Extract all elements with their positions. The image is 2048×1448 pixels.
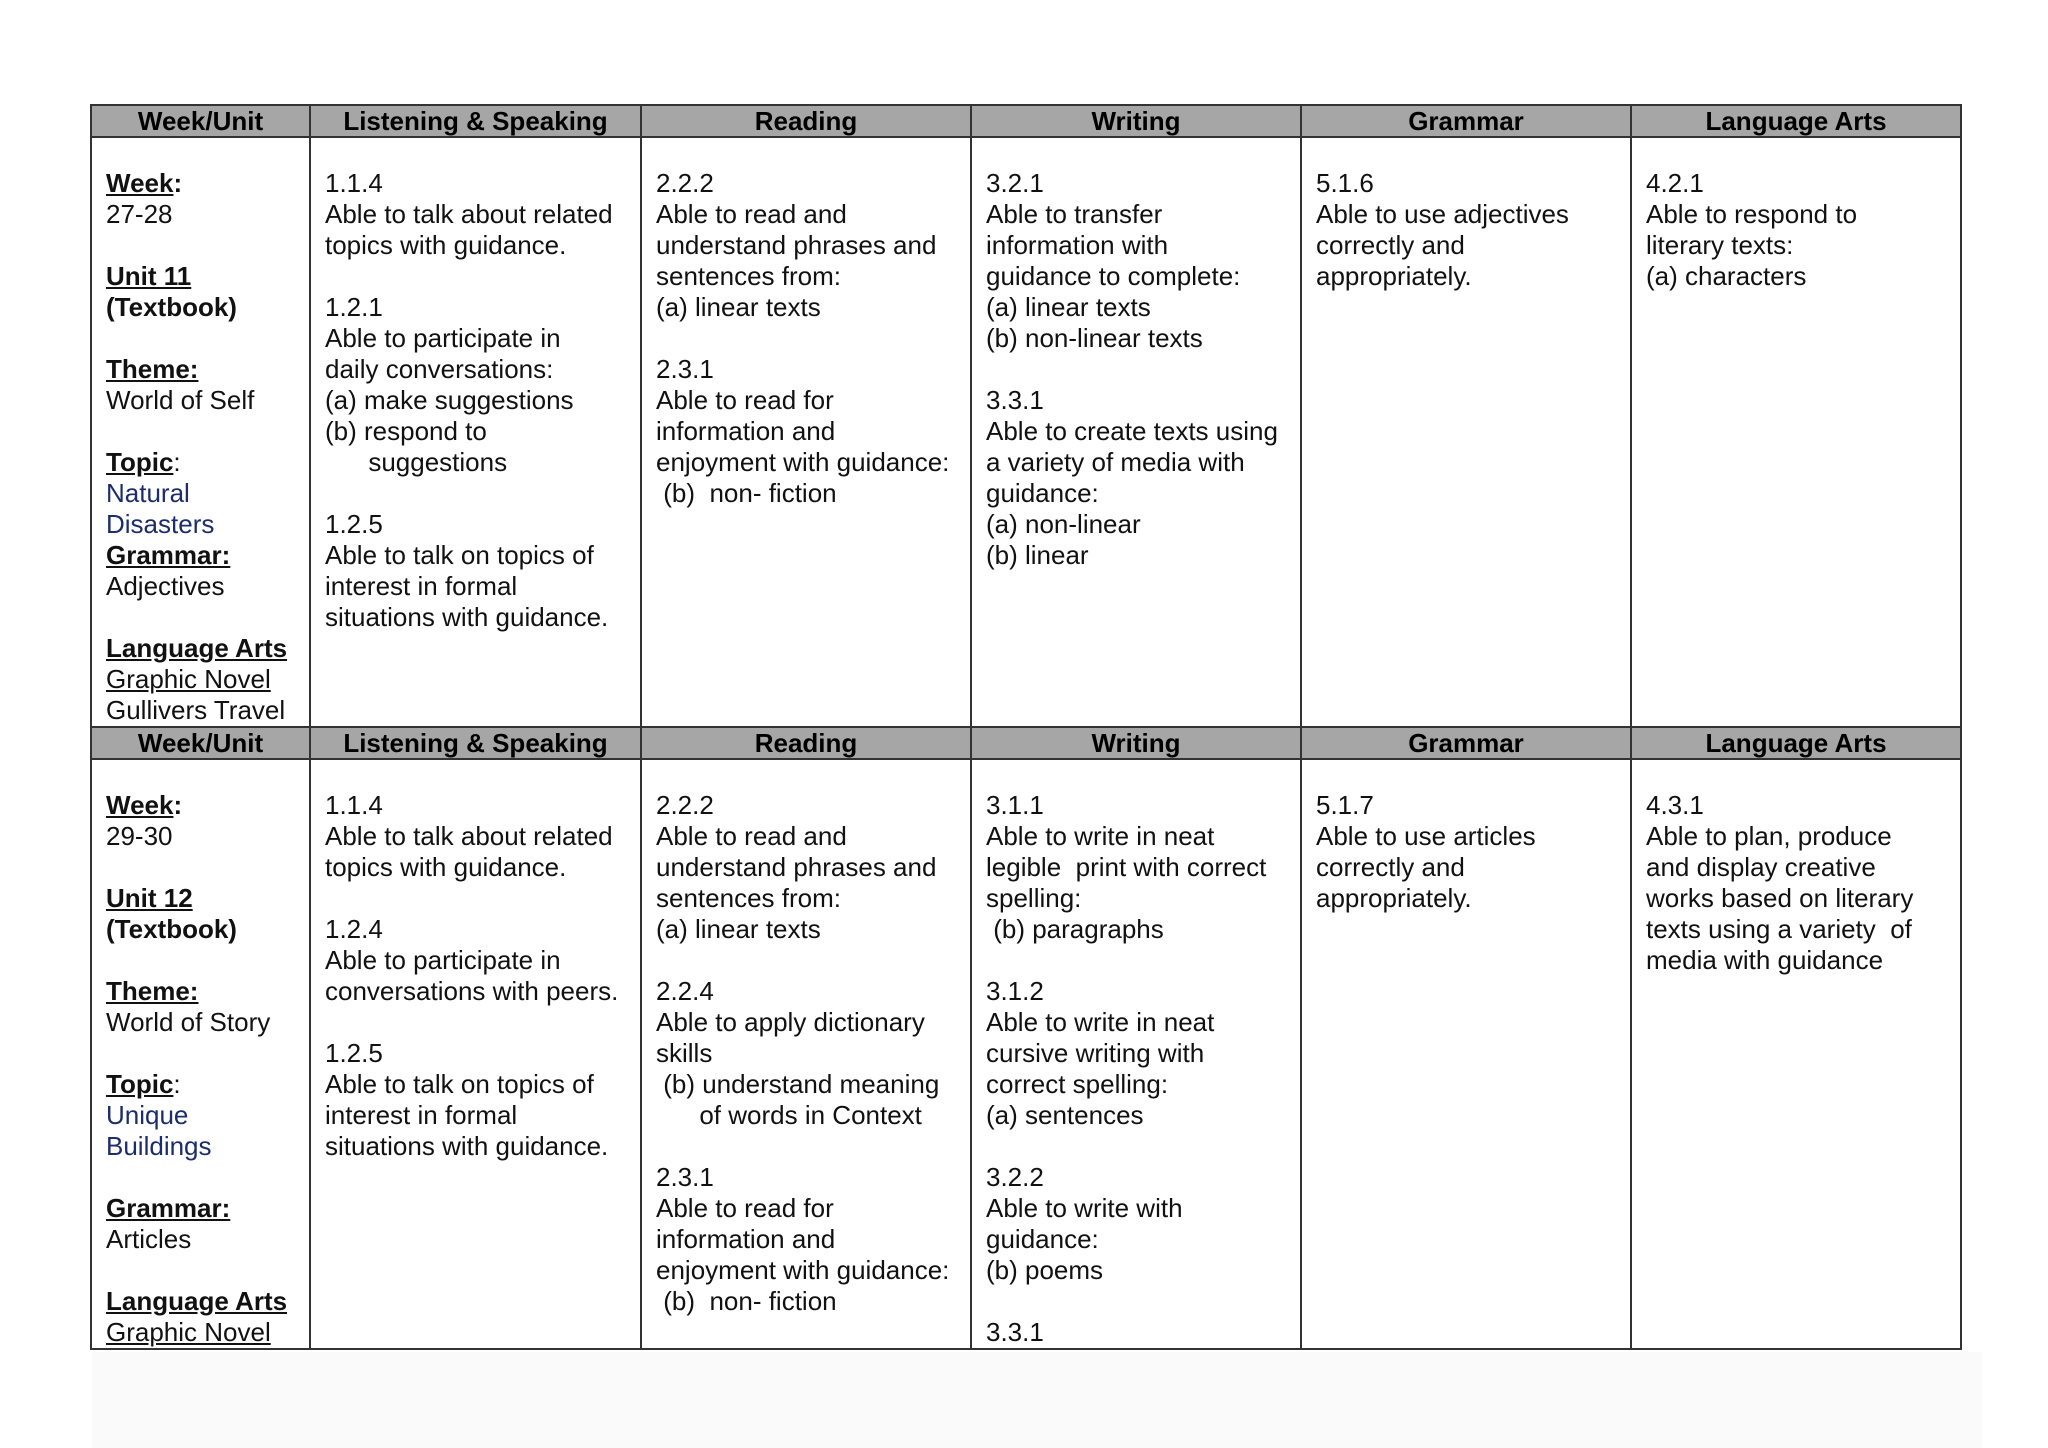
cell-line: Able to write in neat: [986, 1007, 1215, 1037]
cell-line: spelling:: [986, 883, 1082, 913]
unit-11-listening-cell: [310, 137, 641, 727]
header-week-unit: Week/Unit: [91, 727, 310, 759]
cell-line: 1.2.5: [325, 509, 383, 539]
cell-line: 4.3.1: [1646, 790, 1704, 820]
week-label: Week: [106, 790, 174, 820]
week-label: Week: [106, 168, 174, 198]
theme-value: World of Story: [106, 1007, 271, 1037]
cell-line: a variety of media with: [986, 447, 1245, 477]
cell-line: texts using a variety of: [1646, 914, 1912, 944]
grammar-label: Grammar:: [106, 540, 231, 570]
cell-line: interest in formal: [325, 571, 518, 601]
cell-line: correct spelling:: [986, 1069, 1169, 1099]
cell-line: correctly and: [1316, 230, 1465, 260]
cell-line: (b) non- fiction: [656, 478, 837, 508]
unit-11-week-unit-cell: Week: 27-28 Unit 11 (Textbook) Theme: World of Self Topic: Natural Disasters Grammar: Adjectives Language Arts Graphic Novel Gullivers Travel: [91, 137, 310, 727]
cell-line: topics with guidance.: [325, 230, 567, 260]
cell-line: (b) understand meaning: [656, 1069, 940, 1099]
cell-line: information and: [656, 416, 836, 446]
cell-line: guidance to complete:: [986, 261, 1241, 291]
week-value: 27-28: [106, 199, 173, 229]
cell-line: (a) make suggestions: [325, 385, 574, 415]
cell-line: topics with guidance.: [325, 852, 567, 882]
header-language-arts: Language Arts: [1631, 105, 1961, 137]
cell-line: guidance:: [986, 478, 1099, 508]
cell-line: legible print with correct: [986, 852, 1267, 882]
header-grammar: Grammar: [1301, 727, 1631, 759]
cell-line: 3.3.1: [986, 1317, 1044, 1347]
header-writing: Writing: [971, 105, 1301, 137]
unit-12-language-arts-cell: [1631, 759, 1961, 1349]
unit-12-row: [91, 759, 1961, 1349]
cell-line: Able to read for: [656, 385, 834, 415]
cell-line: correctly and: [1316, 852, 1465, 882]
header-writing: Writing: [971, 727, 1301, 759]
header-reading: Reading: [641, 727, 971, 759]
theme-label: Theme:: [106, 354, 199, 384]
language-arts-value-1: Graphic Novel: [106, 664, 271, 694]
cell-line: information with: [986, 230, 1169, 260]
cell-line: enjoyment with guidance:: [656, 447, 950, 477]
cell-line: 2.2.4: [656, 976, 714, 1006]
topic-value-line-1: Natural: [106, 478, 190, 508]
cell-line: 1.2.4: [325, 914, 383, 944]
page-bottom-shade: [92, 1352, 1982, 1448]
unit-12-writing-cell: [971, 759, 1301, 1349]
topic-value-line-2: Buildings: [106, 1131, 212, 1161]
cell-line: daily conversations:: [325, 354, 554, 384]
unit-sub: (Textbook): [106, 292, 237, 322]
cell-line: (a) characters: [1646, 261, 1807, 291]
cell-line: conversations with peers.: [325, 976, 619, 1006]
cell-line: 3.1.2: [986, 976, 1044, 1006]
cell-line: interest in formal: [325, 1100, 518, 1130]
cell-line: (b) non-linear texts: [986, 323, 1203, 353]
unit-11-writing-cell: [971, 137, 1301, 727]
unit-12-grammar-cell: [1301, 759, 1631, 1349]
cell-line: guidance:: [986, 1224, 1099, 1254]
cell-line: Able to talk about related: [325, 821, 613, 851]
lesson-plan-table: [90, 104, 1962, 1350]
unit-12-listening-cell: [310, 759, 641, 1349]
cell-line: understand phrases and: [656, 230, 937, 260]
header-listening-speaking: Listening & Speaking: [310, 105, 641, 137]
language-arts-value-1: Graphic Novel: [106, 1317, 271, 1347]
cell-line: Able to write in neat: [986, 821, 1215, 851]
topic-value-line-2: Disasters: [106, 509, 215, 539]
cell-line: Able to plan, produce: [1646, 821, 1892, 851]
theme-value: World of Self: [106, 385, 255, 415]
cell-line: 1.1.4: [325, 168, 383, 198]
cell-line: 1.2.1: [325, 292, 383, 322]
cell-line: sentences from:: [656, 261, 841, 291]
cell-line: 3.2.1: [986, 168, 1044, 198]
unit-11-row: [91, 137, 1961, 727]
cell-line: 4.2.1: [1646, 168, 1704, 198]
cell-line: media with guidance: [1646, 945, 1884, 975]
unit-sub: (Textbook): [106, 914, 237, 944]
cell-line: (a) linear texts: [656, 292, 821, 322]
cell-line: 5.1.7: [1316, 790, 1374, 820]
cell-line: situations with guidance.: [325, 1131, 609, 1161]
cell-line: Able to participate in: [325, 323, 561, 353]
header-row-1: [91, 105, 1961, 137]
language-arts-value-2: Gullivers Travel: [106, 695, 286, 725]
unit-11-grammar-cell: [1301, 137, 1631, 727]
cell-line: Able to respond to: [1646, 199, 1858, 229]
cell-line: cursive writing with: [986, 1038, 1205, 1068]
cell-line: (b) non- fiction: [656, 1286, 837, 1316]
cell-line: 1.2.5: [325, 1038, 383, 1068]
cell-line: (b) respond to: [325, 416, 487, 446]
grammar-value: Adjectives: [106, 571, 225, 601]
topic-value-line-1: Unique: [106, 1100, 189, 1130]
header-reading: Reading: [641, 105, 971, 137]
week-value: 29-30: [106, 821, 173, 851]
cell-line: Able to use adjectives: [1316, 199, 1569, 229]
cell-line: skills: [656, 1038, 713, 1068]
cell-line: 3.2.2: [986, 1162, 1044, 1192]
cell-line: enjoyment with guidance:: [656, 1255, 950, 1285]
header-listening-speaking: Listening & Speaking: [310, 727, 641, 759]
cell-line: 2.3.1: [656, 1162, 714, 1192]
cell-line: appropriately.: [1316, 883, 1472, 913]
cell-line: Able to transfer: [986, 199, 1163, 229]
theme-label: Theme:: [106, 976, 199, 1006]
language-arts-label: Language Arts: [106, 1286, 288, 1316]
cell-line: Able to talk on topics of: [325, 1069, 594, 1099]
cell-line: 2.2.2: [656, 168, 714, 198]
topic-label: Topic: [106, 447, 174, 477]
cell-line: situations with guidance.: [325, 602, 609, 632]
cell-line: 1.1.4: [325, 790, 383, 820]
cell-line: (b) paragraphs: [986, 914, 1164, 944]
language-arts-label: Language Arts: [106, 633, 288, 663]
cell-line: (a) linear texts: [656, 914, 821, 944]
cell-line: works based on literary: [1646, 883, 1914, 913]
cell-line: and display creative: [1646, 852, 1876, 882]
topic-label: Topic: [106, 1069, 174, 1099]
cell-line: of words in Context: [656, 1100, 922, 1130]
grammar-label: Grammar:: [106, 1193, 231, 1223]
unit-label: Unit 12: [106, 883, 193, 913]
cell-line: Able to talk about related: [325, 199, 613, 229]
unit-label: Unit 11: [106, 261, 192, 291]
cell-line: appropriately.: [1316, 261, 1472, 291]
unit-11-reading-cell: [641, 137, 971, 727]
cell-line: 2.2.2: [656, 790, 714, 820]
cell-line: literary texts:: [1646, 230, 1794, 260]
cell-line: Able to apply dictionary: [656, 1007, 925, 1037]
header-language-arts: Language Arts: [1631, 727, 1961, 759]
cell-line: suggestions: [325, 447, 508, 477]
cell-line: Able to participate in: [325, 945, 561, 975]
unit-12-week-unit-cell: Week: 29-30 Unit 12 (Textbook) Theme: World of Story Topic: Unique Buildings Grammar: Articles Language Arts Graphic Novel: [91, 759, 310, 1349]
cell-line: Able to read for: [656, 1193, 834, 1223]
cell-line: 3.1.1: [986, 790, 1044, 820]
header-grammar: Grammar: [1301, 105, 1631, 137]
header-week-unit: Week/Unit: [91, 105, 310, 137]
cell-line: Able to create texts using: [986, 416, 1278, 446]
header-row-2: [91, 727, 1961, 759]
cell-line: 3.3.1: [986, 385, 1044, 415]
cell-line: 5.1.6: [1316, 168, 1374, 198]
cell-line: Able to talk on topics of: [325, 540, 594, 570]
cell-line: (a) non-linear: [986, 509, 1141, 539]
cell-line: sentences from:: [656, 883, 841, 913]
cell-line: 2.3.1: [656, 354, 714, 384]
cell-line: (b) poems: [986, 1255, 1104, 1285]
cell-line: Able to read and: [656, 821, 847, 851]
cell-line: (b) linear: [986, 540, 1089, 570]
unit-11-language-arts-cell: [1631, 137, 1961, 727]
cell-line: Able to use articles: [1316, 821, 1536, 851]
grammar-value: Articles: [106, 1224, 192, 1254]
unit-12-reading-cell: [641, 759, 971, 1349]
cell-line: (a) linear texts: [986, 292, 1151, 322]
cell-line: Able to read and: [656, 199, 847, 229]
cell-line: (a) sentences: [986, 1100, 1144, 1130]
cell-line: understand phrases and: [656, 852, 937, 882]
cell-line: Able to write with: [986, 1193, 1183, 1223]
cell-line: information and: [656, 1224, 836, 1254]
